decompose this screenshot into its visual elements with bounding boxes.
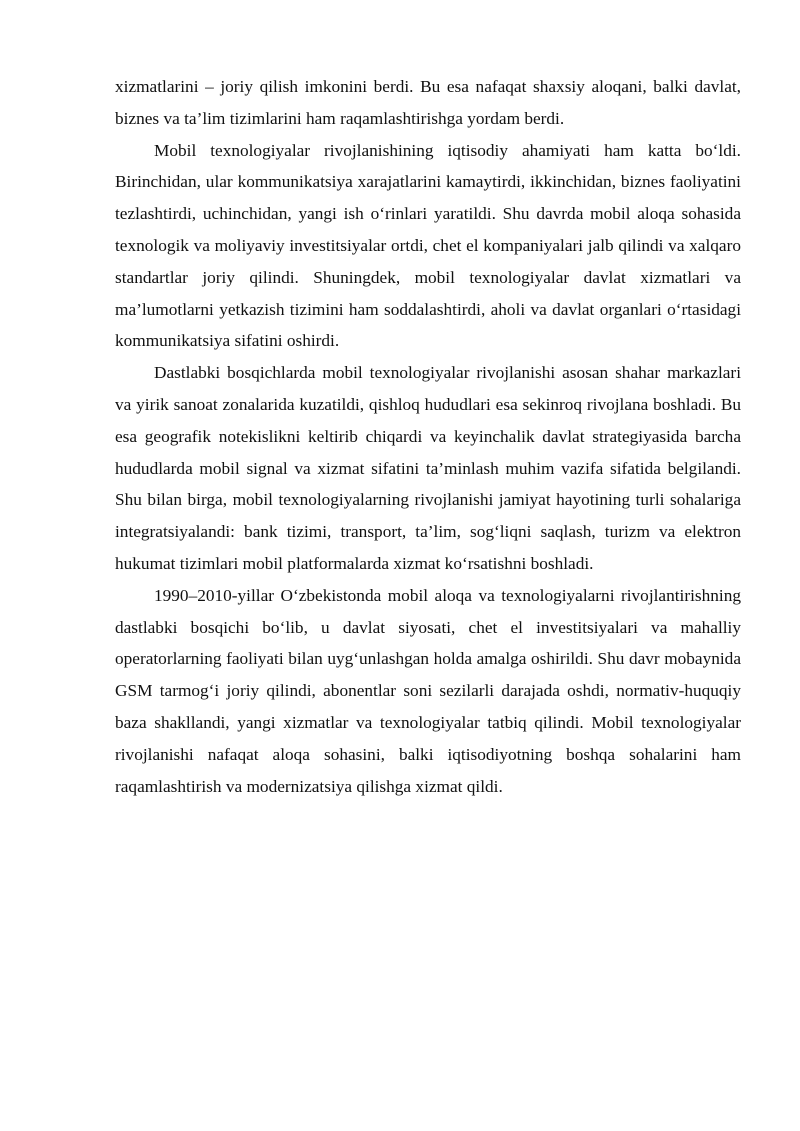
paragraph-continuation: xizmatlarini – joriy qilish imkonini berdi. Bu esa nafaqat shaxsiy aloqani, balki davlat, biznes va ta’lim tizimlarini ham raqamlashtirishga yordam berdi.: [115, 77, 741, 128]
paragraph-early-stages: Dastlabki bosqichlarda mobil texnologiyalar rivojlanishi asosan shahar markazlari va yirik sanoat zonalarida kuzatildi, qishloq hududlari esa sekinroq rivojlana boshladi. Bu esa geografik notekislikni keltirib chiqardi va keyinchalik davlat strategiyasida barcha hududlarda mobil signal va xizmat sifatini ta’minlash muhim vazifa sifatida belgilandi. Shu bilan birga, mobil texnologiyalarning rivojlanishi jamiyat hayotining turli sohalariga integratsiyalandi: bank tizimi, transport, ta’lim, sog‘liqni saqlash, turizm va elektron hukumat tizimlari mobil platformalarda xizmat ko‘rsatishni boshladi.: [115, 363, 741, 573]
paragraph-summary-1990-2010: 1990–2010-yillar O‘zbekistonda mobil aloqa va texnologiyalarni rivojlantirishning dastlabki bosqichi bo‘lib, u davlat siyosati, chet el investitsiyalari va mahalliy operatorlarning faoliyati bilan uyg‘unlashgan holda amalga oshirildi. Shu davr mobaynida GSM tarmog‘i joriy qilindi, abonentlar soni sezilarli darajada oshdi, normativ-huquqiy baza shakllandi, yangi xizmatlar va texnologiyalar tatbiq qilindi. Mobil texnologiyalar rivojlanishi nafaqat aloqa sohasini, balki iqtisodiyotning boshqa sohalarini ham raqamlashtirish va modernizatsiya qilishga xizmat qildi.: [115, 585, 741, 796]
paragraph-economic-importance: Mobil texnologiyalar rivojlanishining iqtisodiy ahamiyati ham katta bo‘ldi. Birinchidan, ular kommunikatsiya xarajatlarini kamaytirdi, ikkinchidan, biznes faoliyatini tezlashtirdi, uchinchidan, yangi ish o‘rinlari yaratildi. Shu davrda mobil aloqa sohasida texnologik va moliyaviy investitsiyalar ortdi, chet el kompaniyalari jalb qilindi va xalqaro standartlar joriy qilindi. Shuningdek, mobil texnologiyalar davlat xizmatlari va ma’lumotlarni yetkazish tizimini ham soddalashtirdi, aholi va davlat organlari o‘rtasidagi kommunikatsiya sifatini oshirdi.: [115, 140, 741, 351]
document-body: [115, 71, 741, 802]
